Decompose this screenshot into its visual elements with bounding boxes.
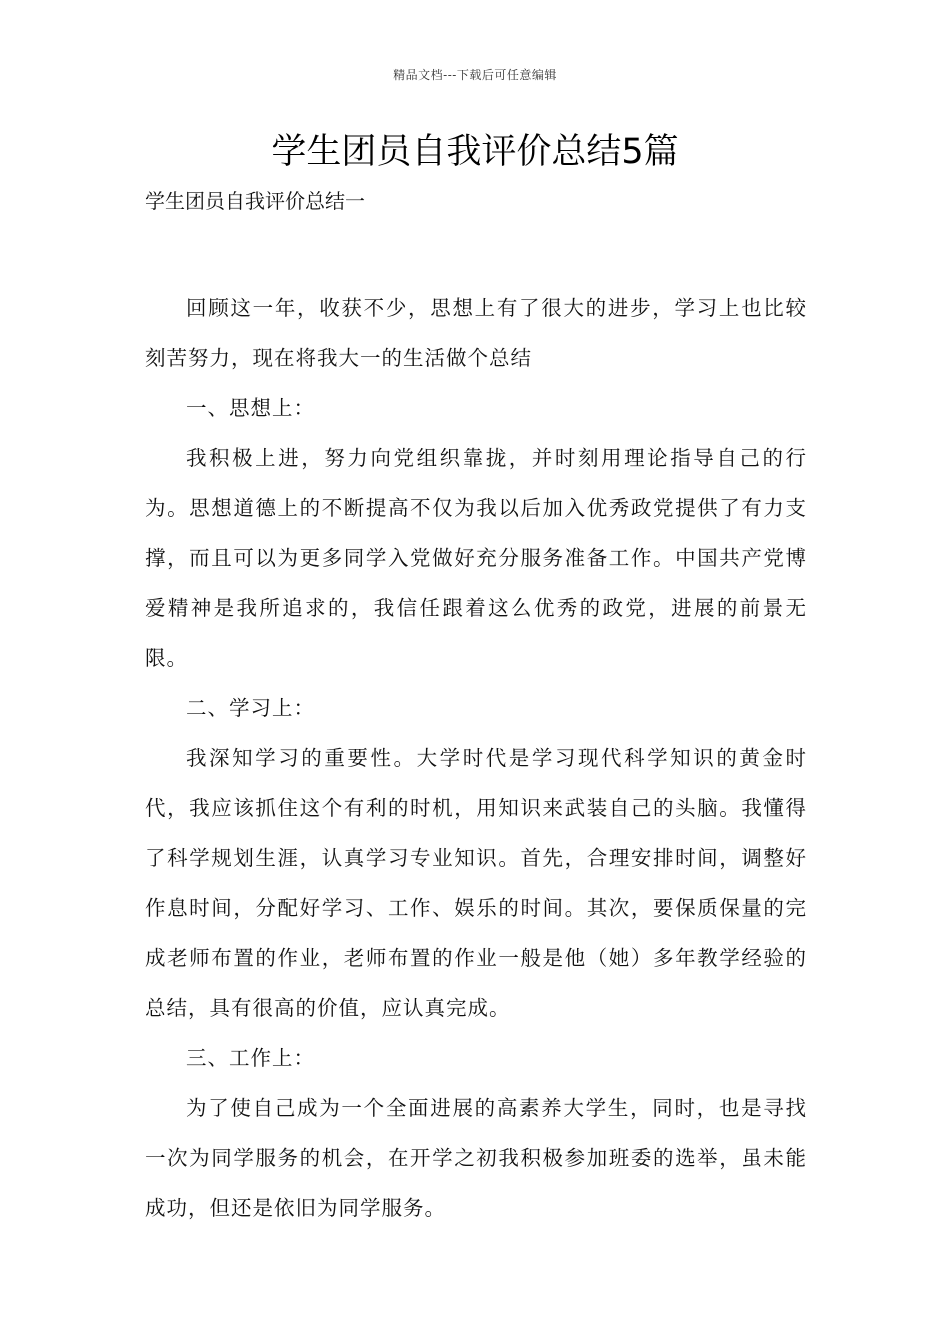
- document-title: 学生团员自我评价总结5篇: [271, 132, 679, 172]
- paragraph: 回顾这一年，收获不少，思想上有了很大的进步，学习上也比较刻苦努力，现在将我大一的生活做个总结: [145, 296, 807, 370]
- paragraph: 为了使自己成为一个全面进展的高素养大学生，同时，也是寻找一次为同学服务的机会，在开学之初我积极参加班委的选举，虽未能成功，但还是依旧为同学服务。: [145, 1096, 807, 1220]
- document-body: [145, 283, 807, 1233]
- section-heading: 一、思想上：: [186, 396, 315, 420]
- paragraph: 我深知学习的重要性。大学时代是学习现代科学知识的黄金时代，我应该抓住这个有利的时机，用知识来武装自己的头脑。我懂得了科学规划生涯，认真学习专业知识。首先，合理安排时间，调整好作息时间，分配好学习、工作、娱乐的时间。其次，要保质保量的完成老师布置的作业，老师布置的作业一般是他（她）多年教学经验的总结，具有很高的价值，应认真完成。: [145, 746, 807, 1020]
- section-heading: 三、工作上：: [186, 1046, 315, 1070]
- header-note: 精品文档---下载后可任意编辑: [393, 68, 557, 82]
- section-subtitle: 学生团员自我评价总结一: [145, 189, 365, 213]
- paragraph: 我积极上进，努力向党组织靠拢，并时刻用理论指导自己的行为。思想道德上的不断提高不仅为我以后加入优秀政党提供了有力支撑，而且可以为更多同学入党做好充分服务准备工作。中国共产党博爱精神是我所追求的，我信任跟着这么优秀的政党，进展的前景无限。: [145, 446, 807, 670]
- section-heading: 二、学习上：: [186, 696, 315, 720]
